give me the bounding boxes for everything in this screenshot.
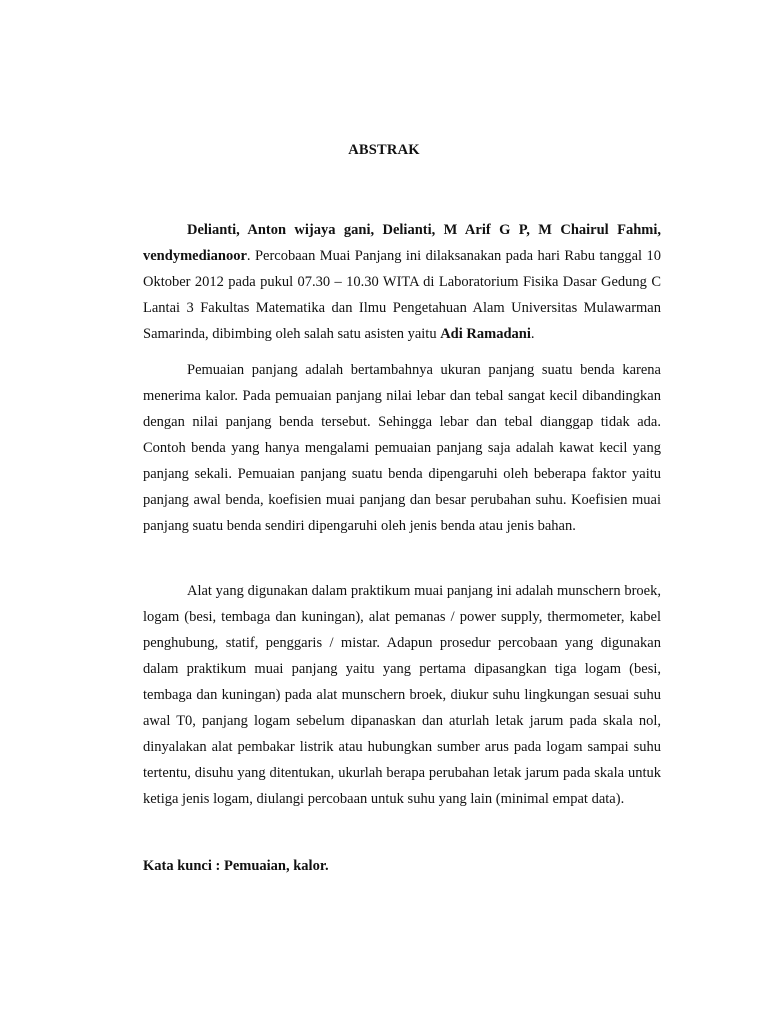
abstract-paragraph-2: [143, 357, 661, 539]
authors: Delianti, Anton wijaya gani, Delianti, M Arif G P, M Chairul Fahmi, vendymedianoor: [143, 222, 661, 264]
abstract-paragraph-3: [143, 578, 661, 812]
paragraph-1-body: . Percobaan Muai Panjang ini dilaksanakan pada hari Rabu tanggal 10 Oktober 2012 pada pukul 07.30 – 10.30 WITA di Laboratorium Fisika Dasar Gedung C Lantai 3 Fakultas Matematika dan Ilmu Pengetahuan Alam Universitas Mulawarman Samarinda, dibimbing oleh salah satu asisten yaitu: [143, 248, 661, 342]
page-title: ABSTRAK: [348, 142, 420, 158]
paragraph-3-text: Alat yang digunakan dalam praktikum muai panjang ini adalah munschern broek, logam (besi, tembaga dan kuningan), alat pemanas / power supply, thermometer, kabel penghubung, statif, penggaris / mistar. Adapun prosedur percobaan yang digunakan dalam praktikum muai panjang yaitu yang pertama dipasangkan tiga logam (besi, tembaga dan kuningan) pada alat munschern broek, diukur suhu lingkungan sesuai suhu awal T0, panjang logam sebelum dipanaskan dan aturlah letak jarum pada skala nol, dinyalakan alat pembakar listrik atau hubungkan sumber arus pada logam sampai suhu tertentu, disuhu yang ditentukan, ukurlah berapa perubahan letak jarum pada skala untuk ketiga jenis logam, diulangi percobaan untuk suhu yang lain (minimal empat data).: [143, 583, 661, 807]
keywords-section: [143, 853, 661, 879]
assistant-name: Adi Ramadani: [440, 326, 531, 342]
keywords: Kata kunci : Pemuaian, kalor.: [143, 858, 329, 874]
abstract-paragraph-1: [143, 217, 661, 347]
paragraph-2-text: Pemuaian panjang adalah bertambahnya ukuran panjang suatu benda karena menerima kalor. Pada pemuaian panjang nilai lebar dan tebal sangat kecil dibandingkan dengan nilai panjang benda tersebut. Sehingga lebar dan tebal dianggap tidak ada. Contoh benda yang hanya mengalami pemuaian panjang saja adalah kawat kecil yang panjang sekali. Pemuaian panjang suatu benda dipengaruhi oleh beberapa faktor yaitu panjang awal benda, koefisien muai panjang dan besar perubahan suhu. Koefisien muai panjang suatu benda sendiri dipengaruhi oleh jenis benda atau jenis bahan.: [143, 362, 661, 534]
paragraph-1-end: .: [530, 326, 535, 342]
paragraph-1-text: [143, 217, 661, 347]
